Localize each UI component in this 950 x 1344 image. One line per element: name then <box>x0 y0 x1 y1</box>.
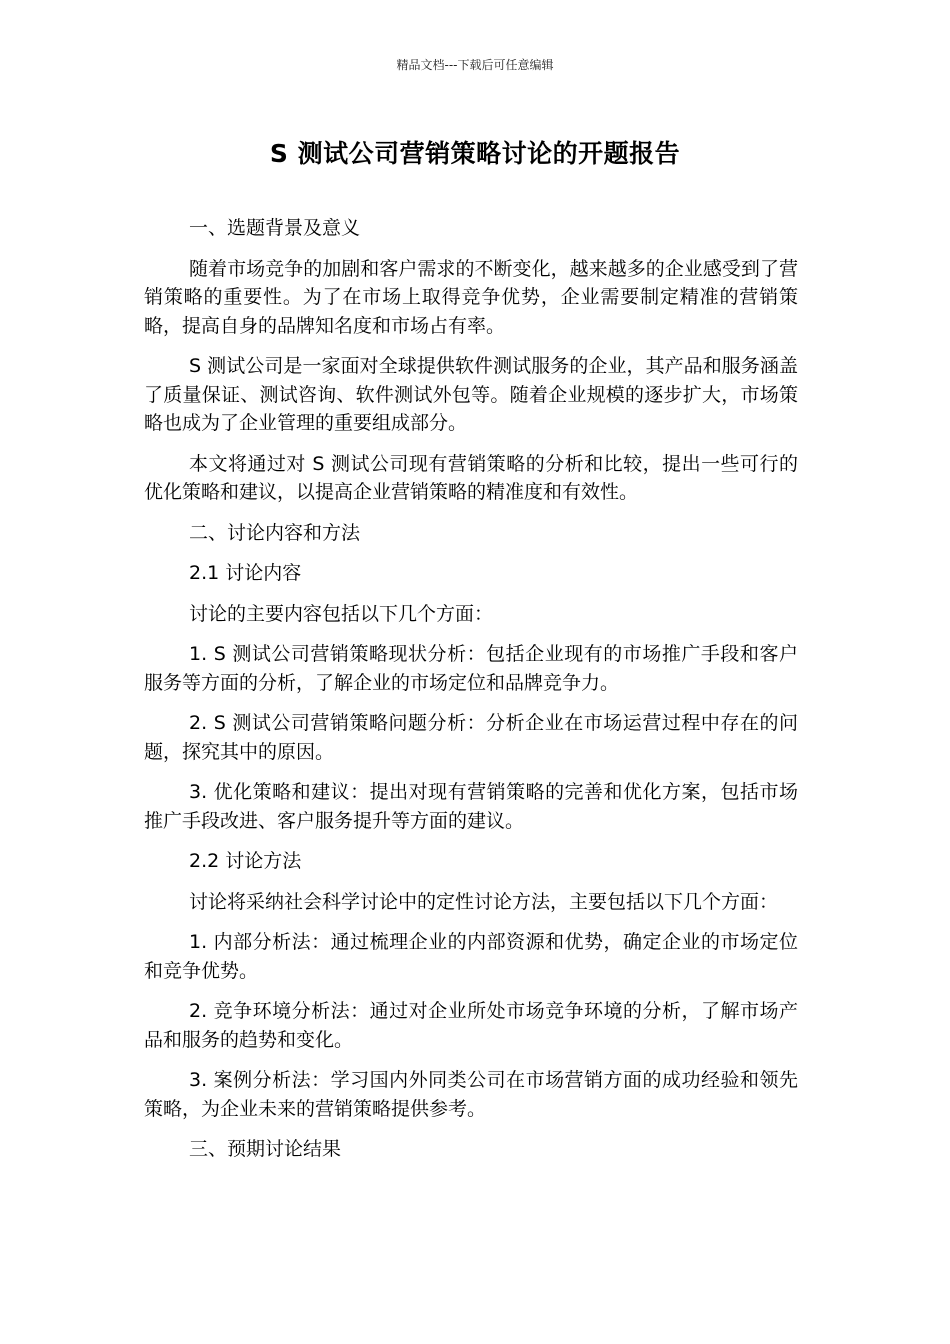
paragraph: 讨论将采纳社会科学讨论中的定性讨论方法，主要包括以下几个方面： <box>189 890 779 913</box>
section-heading-expected-results: 三、预期讨论结果 <box>189 1138 342 1160</box>
subsection-heading-content: 2.1 讨论内容 <box>189 562 302 584</box>
document-body <box>144 214 798 1176</box>
paragraph: 本文将通过对 S 测试公司现有营销策略的分析和比较，提出一些可行的优化策略和建议，以提高企业营销策略的精准度和有效性。 <box>144 452 798 503</box>
paragraph: 随着市场竞争的加剧和客户需求的不断变化，越来越多的企业感受到了营销策略的重要性。为了在市场上取得竞争优势，企业需要制定精准的营销策略，提高自身的品牌知名度和市场占有率。 <box>144 257 798 337</box>
paragraph: 讨论的主要内容包括以下几个方面： <box>189 602 494 625</box>
header-note: 精品文档---下载后可任意编辑 <box>396 58 554 72</box>
list-item: 2. S 测试公司营销策略问题分析：分析企业在市场运营过程中存在的问题，探究其中的原因。 <box>144 712 798 763</box>
document-title: S 测试公司营销策略讨论的开题报告 <box>269 139 681 168</box>
list-item: 1. S 测试公司营销策略现状分析：包括企业现有的市场推广手段和客户服务等方面的分析，了解企业的市场定位和品牌竞争力。 <box>144 643 798 694</box>
paragraph: S 测试公司是一家面对全球提供软件测试服务的企业，其产品和服务涵盖了质量保证、测试咨询、软件测试外包等。随着企业规模的逐步扩大，市场策略也成为了企业管理的重要组成部分。 <box>144 355 798 434</box>
section-heading-background: 一、选题背景及意义 <box>189 217 361 239</box>
list-item: 2. 竞争环境分析法：通过对企业所处市场竞争环境的分析，了解市场产品和服务的趋势和变化。 <box>144 1000 798 1051</box>
subsection-heading-method: 2.2 讨论方法 <box>189 850 302 872</box>
list-item: 3. 案例分析法：学习国内外同类公司在市场营销方面的成功经验和领先策略，为企业未来的营销策略提供参考。 <box>144 1069 798 1120</box>
list-item: 3. 优化策略和建议：提出对现有营销策略的完善和优化方案，包括市场推广手段改进、客户服务提升等方面的建议。 <box>144 781 798 832</box>
list-item: 1. 内部分析法：通过梳理企业的内部资源和优势，确定企业的市场定位和竞争优势。 <box>144 931 798 982</box>
section-heading-content-method: 二、讨论内容和方法 <box>189 521 361 544</box>
